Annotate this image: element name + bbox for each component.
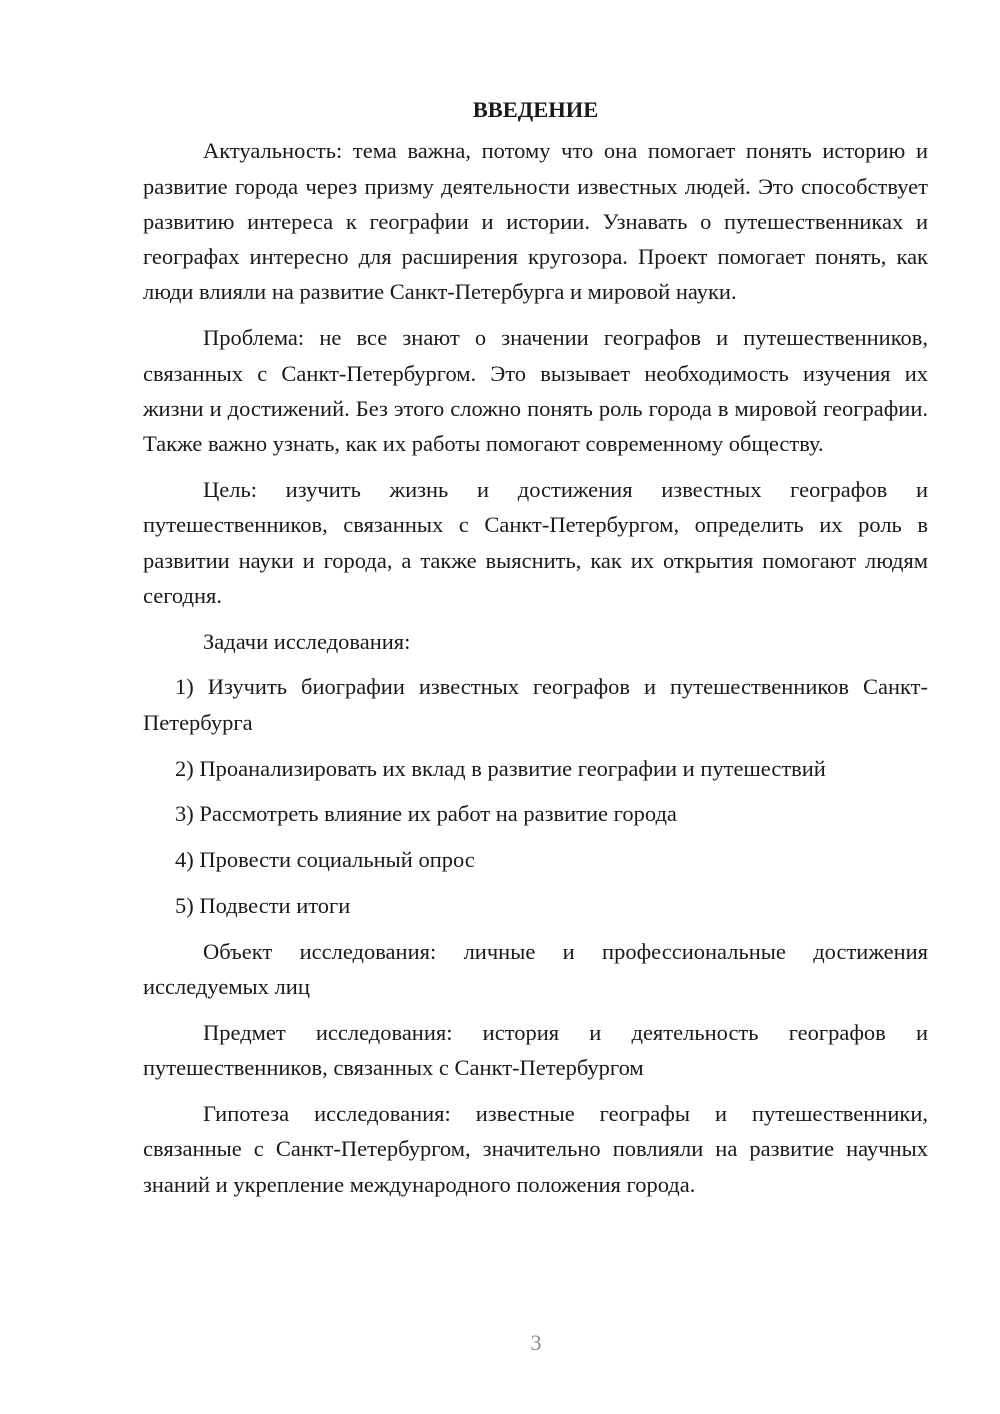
task-item-3: 3) Рассмотреть влияние их работ на развитие города xyxy=(175,801,677,827)
task-item-4: 4) Провести социальный опрос xyxy=(175,847,475,873)
relevance-paragraph: Актуальность: тема важна, потому что она помогает понять историю и развитие города через призму деятельности известных людей. Это способствует развитию интереса к географии и истории. Узнавать о путешественниках и географах интересно для расширения кругозора. Проект помогает понять, как люди влияли на развитие Санкт-Петербурга и мировой науки. xyxy=(143,138,928,305)
page-content xyxy=(143,92,928,1202)
task-item-2: 2) Проанализировать их вклад в развитие географии и путешествий xyxy=(175,755,826,781)
object-paragraph: Объект исследования: личные и профессиональные достижения исследуемых лиц xyxy=(143,938,928,1000)
section-title: ВВЕДЕНИЕ xyxy=(472,97,599,122)
hypothesis-paragraph: Гипотеза исследования: известные географы и путешественники, связанные с Санкт-Петербургом, значительно повлияли на развитие научных знаний и укрепление международного положения города. xyxy=(143,1100,928,1197)
page-number-text: 3 xyxy=(530,1330,542,1355)
task-item-5: 5) Подвести итоги xyxy=(175,892,351,918)
problem-paragraph: Проблема: не все знают о значении географов и путешественников, связанных с Санкт-Петербургом. Это вызывает необходимость изучения их жизни и достижений. Без этого сложно понять роль города в мировой географии. Также важно узнать, как их работы помогают современному обществу. xyxy=(143,325,928,457)
goal-paragraph: Цель: изучить жизнь и достижения известных географов и путешественников, связанных с Санкт-Петербургом, определить их роль в развитии науки и города, а также выяснить, как их открытия помогают людям сегодня. xyxy=(143,476,928,608)
subject-paragraph: Предмет исследования: история и деятельность географов и путешественников, связанных с Санкт-Петербургом xyxy=(143,1019,928,1081)
tasks-heading: Задачи исследования: xyxy=(203,628,411,654)
page-number xyxy=(72,1330,1000,1356)
task-item-1: 1) Изучить биографии известных географов и путешественников Санкт-Петербурга xyxy=(143,674,928,735)
